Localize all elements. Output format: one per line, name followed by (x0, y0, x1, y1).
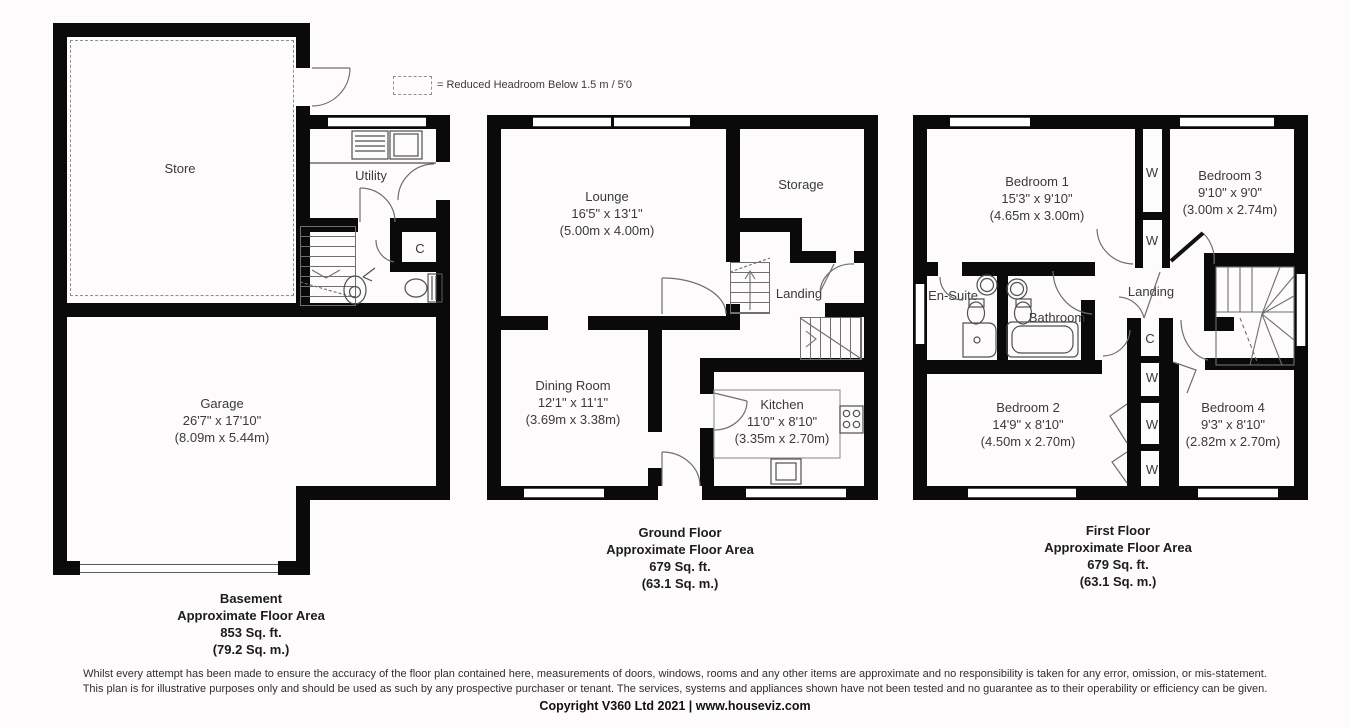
room-name: Lounge (585, 189, 629, 204)
floor-area-metric: (79.2 Sq. m.) (212, 642, 290, 657)
bathtub-icon (1012, 326, 1073, 353)
door-arc (1103, 330, 1130, 356)
hob-burner (853, 410, 859, 416)
door-arc (312, 68, 350, 106)
toilet-icon (968, 302, 985, 324)
window (524, 488, 604, 498)
wardrobe-label: W (1145, 165, 1159, 180)
wall (1127, 403, 1141, 444)
room-name: Landing (775, 286, 823, 301)
room-size-metric: (8.09m x 5.44m) (174, 430, 270, 445)
appliance-icon (390, 131, 422, 159)
wall (1204, 317, 1234, 331)
basin-icon (977, 275, 997, 295)
floor-area-label: Approximate Floor Area (606, 542, 754, 557)
wall (854, 251, 864, 263)
room-label-bedroom2 (981, 399, 1076, 450)
wall (997, 262, 1008, 360)
wall (53, 561, 80, 575)
room-name: Garage (200, 396, 244, 411)
room-name: Bedroom 2 (996, 400, 1060, 415)
wall (1135, 129, 1143, 219)
wall (927, 262, 938, 276)
washing-machine-vents (355, 136, 385, 151)
room-label-cupboard-first (1145, 330, 1154, 347)
room-size-metric: (2.82m x 2.70m) (1185, 434, 1281, 449)
window (746, 488, 846, 498)
room-label-ensuite (928, 287, 978, 304)
shower-drain (974, 337, 980, 343)
room-size-imperial: 16'5" x 13'1" (571, 206, 643, 221)
room-label-cupboard (415, 240, 424, 257)
room-size-metric: (3.35m x 2.70m) (734, 431, 830, 446)
stairs-outline (1216, 267, 1294, 365)
room-size-imperial: 12'1" x 11'1" (537, 395, 609, 410)
door-arc (820, 264, 854, 292)
room-name: Bedroom 4 (1201, 400, 1265, 415)
wall (390, 218, 436, 232)
room-size-imperial: 9'10" x 9'0" (1197, 185, 1263, 200)
hob-icon (840, 406, 863, 433)
wardrobe-label: W (1145, 370, 1159, 385)
wall (1205, 253, 1294, 267)
room-label-bathroom (1029, 309, 1085, 326)
door-arc (1097, 229, 1133, 264)
wall (864, 115, 878, 500)
room-size-imperial: 14'9" x 8'10" (992, 417, 1064, 432)
kitchen-sink-icon (771, 459, 801, 484)
wall (1162, 220, 1170, 268)
room-name: C (415, 241, 425, 256)
wall (790, 232, 802, 251)
window (328, 117, 426, 127)
wall (436, 200, 450, 500)
disclaimer-line2: This plan is for illustrative purposes only and should be used as such by any prospective purchaser or tenant. The services, systems and appliances shown have not been tested and no guarantee as to their operability or efficiency can be given. (82, 683, 1268, 695)
room-label-bedroom4 (1186, 399, 1281, 450)
door-arc (1119, 297, 1144, 318)
room-size-metric: (5.00m x 4.00m) (559, 223, 655, 238)
room-name: Store (164, 161, 196, 176)
staircase-up (730, 262, 770, 314)
staircase-down (800, 317, 862, 360)
room-name: Storage (778, 177, 824, 192)
wall (1159, 318, 1173, 360)
wall (962, 262, 1095, 276)
door-arc (662, 452, 700, 486)
kitchen-sink-icon (776, 463, 796, 480)
wall (278, 561, 310, 575)
wall (700, 358, 864, 372)
door-leaf (1112, 452, 1127, 483)
tap-icon (363, 268, 375, 281)
floor-area-imperial: 679 Sq. ft. (1087, 557, 1149, 572)
room-size-metric: (3.00m x 2.74m) (1182, 202, 1278, 217)
wall (700, 428, 714, 486)
window (968, 488, 1076, 498)
room-size-metric: (4.50m x 2.70m) (980, 434, 1076, 449)
stairs-fan (1262, 267, 1294, 314)
floor-area-imperial: 853 Sq. ft. (220, 625, 282, 640)
room-label-dining (526, 377, 621, 428)
bathtub-icon (1007, 322, 1078, 357)
basin-icon (981, 279, 994, 292)
window (950, 117, 1030, 127)
reduced-headroom-legend-swatch (393, 76, 432, 95)
room-name: Landing (1127, 284, 1175, 299)
garage-door (80, 564, 278, 573)
basement-title-block (177, 590, 325, 658)
wall (927, 360, 1102, 374)
floor-title: First Floor (1085, 523, 1151, 538)
wardrobe-label: W (1145, 233, 1159, 248)
stairs-treads (1228, 267, 1252, 312)
room-name: Bathroom (1028, 310, 1086, 325)
wall (588, 316, 726, 330)
room-name: Dining Room (535, 378, 611, 393)
wall (296, 486, 450, 500)
window (1180, 117, 1274, 127)
room-size-imperial: 26'7" x 17'10" (182, 413, 262, 428)
wall (1135, 220, 1143, 268)
wall (1127, 363, 1141, 396)
open-door-leaf (1171, 233, 1203, 261)
appliance-icon (394, 134, 418, 156)
shower-icon (963, 323, 996, 357)
wall (726, 129, 740, 262)
floor-area-metric: (63.1 Sq. m.) (1079, 574, 1157, 589)
room-name: Utility (355, 168, 387, 183)
wall (700, 372, 714, 394)
room-name: Bedroom 3 (1198, 168, 1262, 183)
room-label-store (164, 160, 195, 177)
wall (53, 303, 450, 317)
wall (1167, 363, 1179, 486)
room-size-imperial: 9'3" x 8'10" (1200, 417, 1266, 432)
toilet-cistern-icon (1016, 299, 1031, 307)
room-name: Bedroom 1 (1005, 174, 1069, 189)
door-arc (360, 188, 395, 222)
disclaimer-line1: Whilst every attempt has been made to ensure the accuracy of the floor plan contained here, measurements of doors, windows, rooms and any other items are approximate and no responsibility is taken for any error, omission, or mis-statement. (83, 668, 1267, 680)
room-label-landing-ground (776, 285, 822, 302)
room-label-bedroom1 (990, 173, 1085, 224)
wall (1127, 451, 1141, 486)
door-arc (398, 164, 434, 200)
room-label-bedroom3 (1183, 167, 1278, 218)
floor-area-label: Approximate Floor Area (177, 608, 325, 623)
hob-burner (853, 421, 859, 427)
washing-machine-icon (352, 131, 388, 159)
floor-area-label: Approximate Floor Area (1044, 540, 1192, 555)
wall (648, 468, 662, 486)
wall (390, 262, 442, 272)
window (614, 117, 690, 127)
room-size-imperial: 15'3" x 9'10" (1001, 191, 1073, 206)
wall (53, 23, 67, 575)
floor-area-metric: (63.1 Sq. m.) (641, 576, 719, 591)
wall (1162, 129, 1170, 219)
wall (53, 23, 310, 37)
room-size-imperial: 11'0" x 8'10" (746, 414, 818, 429)
ground-title-block (606, 524, 754, 592)
wall (825, 303, 864, 317)
toilet-icon (405, 279, 427, 297)
wardrobe-label: W (1145, 462, 1159, 477)
wall (1205, 358, 1294, 370)
wall (740, 218, 802, 232)
basin-icon (1011, 283, 1024, 296)
first-title-block (1044, 522, 1192, 590)
room-label-garage (175, 395, 270, 446)
wall (487, 316, 548, 330)
floor-title: Basement (219, 591, 283, 606)
wardrobe-label: W (1145, 417, 1159, 432)
door-arc (662, 278, 726, 314)
floor-title: Ground Floor (638, 525, 722, 540)
floor-area-imperial: 679 Sq. ft. (649, 559, 711, 574)
wall (648, 330, 662, 432)
room-size-metric: (4.65m x 3.00m) (989, 208, 1085, 223)
reduced-headroom-legend-label: = Reduced Headroom Below 1.5 m / 5'0 (437, 79, 633, 91)
room-label-storage (778, 176, 824, 193)
hob-burner (843, 410, 849, 416)
copyright-line: Copyright V360 Ltd 2021 | www.houseviz.com (539, 699, 811, 713)
staircase (300, 226, 356, 306)
hob-burner (843, 421, 849, 427)
basin-icon (1007, 279, 1027, 299)
wall (1127, 356, 1173, 363)
wall (1204, 253, 1216, 317)
wall (1135, 212, 1170, 220)
wall (1127, 318, 1141, 360)
window (1296, 274, 1306, 346)
wall (790, 251, 836, 263)
room-name: Kitchen (760, 397, 804, 412)
door-leaf (1110, 404, 1127, 443)
room-name: C (1145, 331, 1155, 346)
room-label-utility (355, 167, 387, 184)
window (533, 117, 611, 127)
room-label-landing-first (1128, 283, 1174, 300)
wall (436, 115, 450, 162)
room-label-kitchen (735, 396, 830, 447)
window (1198, 488, 1278, 498)
room-name: En-Suite (928, 288, 978, 303)
wall (487, 115, 501, 500)
window (915, 284, 925, 344)
room-size-metric: (3.69m x 3.38m) (525, 412, 621, 427)
wall (296, 23, 310, 68)
room-label-lounge (560, 188, 655, 239)
